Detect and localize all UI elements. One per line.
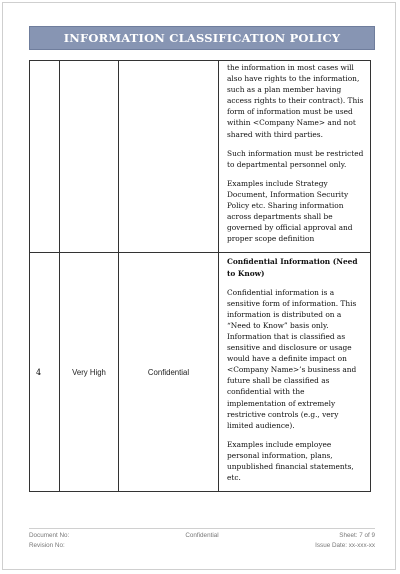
description-cell: [219, 61, 371, 253]
classification-table: [29, 60, 371, 492]
level-cell: Very High: [60, 253, 119, 492]
number-cell: [30, 61, 60, 253]
classification-cell: Confidential: [119, 253, 219, 492]
number-cell: 4: [30, 253, 60, 492]
revision-number-label: Revision No:: [29, 542, 65, 549]
issue-date: Issue Date: xx-xxx-xx: [315, 542, 375, 549]
description-paragraph: Such information must be restricted to departmental personnel only.: [227, 148, 364, 169]
description-cell: [219, 253, 371, 492]
page-title: INFORMATION CLASSIFICATION POLICY: [63, 31, 341, 45]
table-row: [30, 253, 371, 492]
classification-cell: [119, 61, 219, 253]
table-row: [30, 61, 371, 253]
level-cell: [60, 61, 119, 253]
description-paragraph: Examples include Strategy Document, Information Security Policy etc. Sharing information across departments shall be governed by official approval and proper scope definition: [227, 178, 353, 244]
description-paragraph: the information in most cases will also have rights to the information, such as a plan member having access rights to their contract). This form of information must be used within <Company Name> and not shared with third parties.: [227, 63, 364, 139]
header-bar: [29, 26, 375, 50]
sheet-number: Sheet: 7 of 9: [339, 532, 375, 539]
footer-classification: Confidential: [185, 532, 219, 539]
description-heading: Confidential Information (Need to Know): [227, 257, 358, 278]
description-paragraph: Confidential information is a sensitive form of information. This information is distributed on a “Need to Know” basis only. Information that is classified as sensitive and disclosure or usage would have a definite impact on <Company Name>’s business and future shall be classified as confidential with the implementation of extremely restrictive controls (e.g., very limited audience).: [227, 287, 357, 430]
description-paragraph: Examples include employee personal information, plans, unpublished financial statements, etc.: [227, 439, 354, 483]
page-footer: [29, 531, 375, 555]
document-number-label: Document No:: [29, 532, 70, 539]
footer-divider: [29, 528, 375, 529]
